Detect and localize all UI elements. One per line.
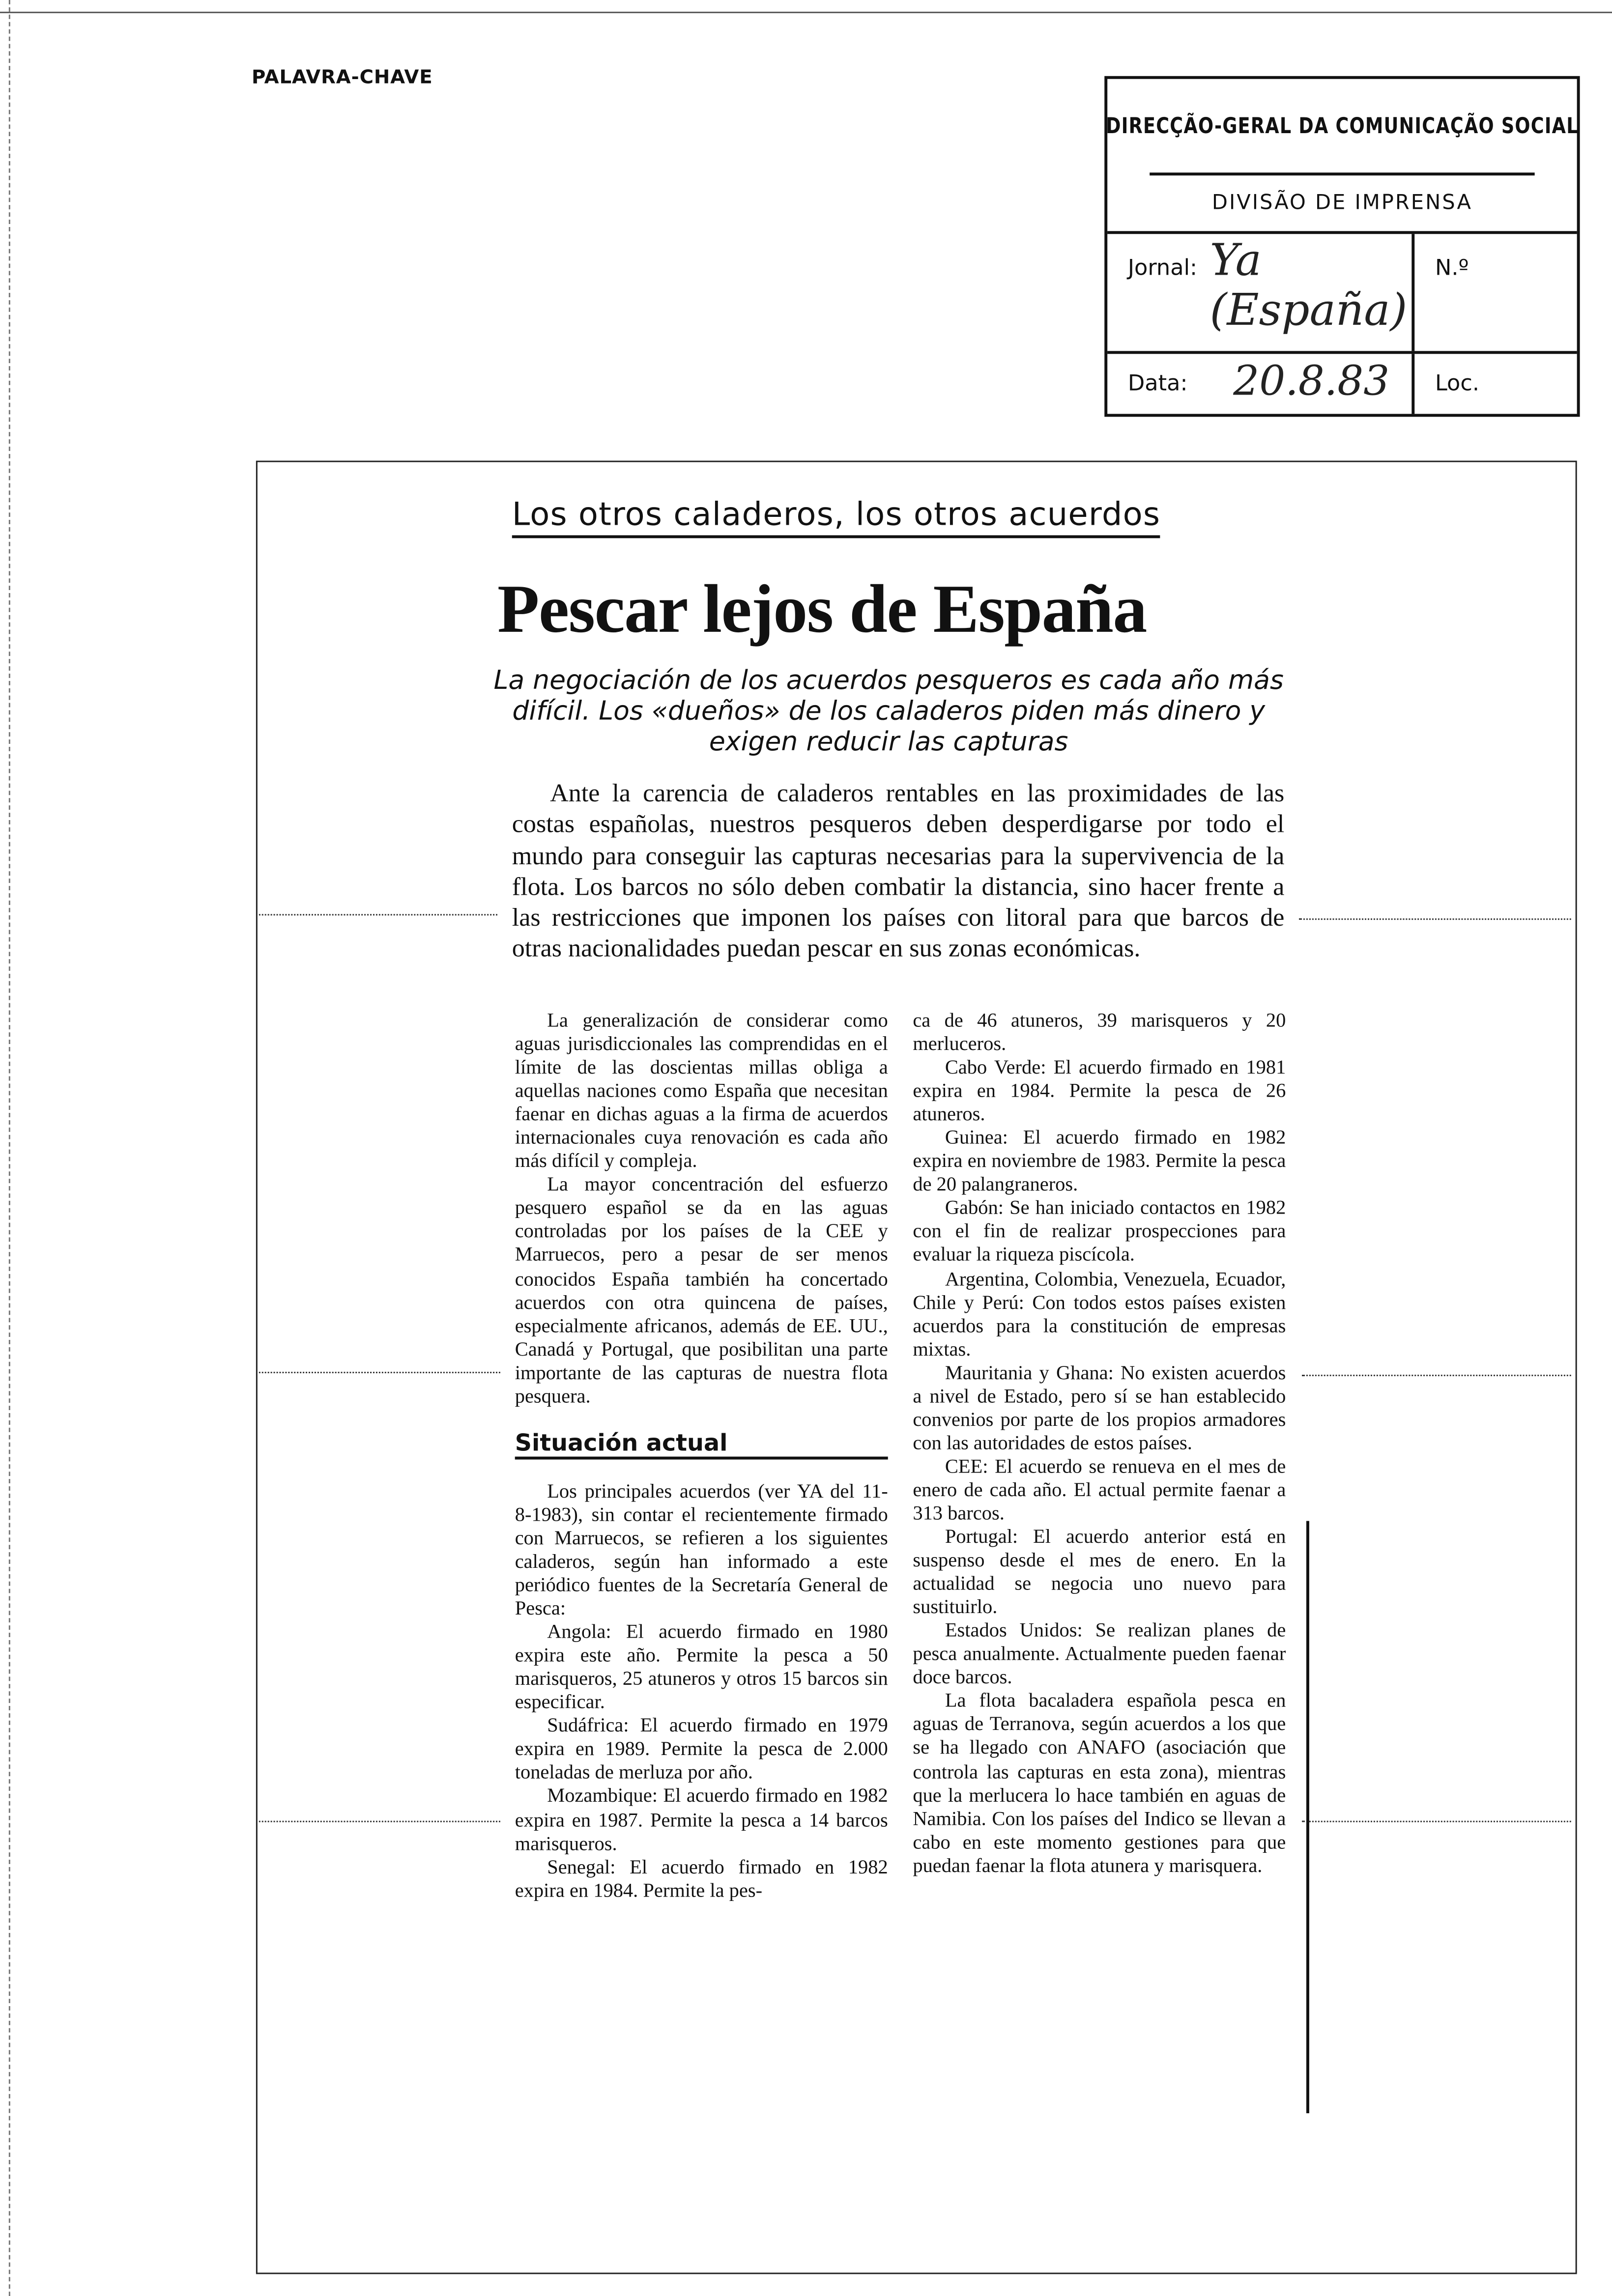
article-kicker: Los otros caladeros, los otros acuerdos (512, 497, 1160, 538)
subheading: Situación actual (515, 1431, 888, 1459)
stamp-jornal-row (1107, 234, 1577, 354)
left-margin-rule (9, 0, 10, 2296)
keyword-label: PALAVRA-CHAVE (251, 67, 433, 89)
paragraph: Argentina, Colombia, Venezuela, Ecuador, Chile y Perú: Con todos estos países existen acuerdos para la constitución de empresas mixtas. (913, 1267, 1286, 1360)
top-rule (0, 12, 1612, 13)
paragraph: CEE: El acuerdo se renueva en el mes de enero de cada año. El actual permite faenar a 313 barcos. (913, 1455, 1286, 1524)
paragraph: Angola: El acuerdo firmado en 1980 expira este año. Permite la pesca a 50 marisqueros, 25 atuneros y otros 15 barcos sin especificar. (515, 1620, 888, 1713)
paragraph: Los principales acuerdos (ver YA del 11-8-1983), sin contar el recientemente firmado con Marruecos, se refieren a los siguientes caladeros, según han informado a este periódico fuentes de la Secretaría General de Pesca: (515, 1479, 888, 1619)
stamp-divider (1411, 354, 1414, 414)
paragraph: Sudáfrica: El acuerdo firmado en 1979 expira en 1989. Permite la pesca de 2.000 toneladas de merluza por año. (515, 1714, 888, 1784)
loc-label: Loc. (1435, 370, 1480, 397)
paragraph: Mozambique: El acuerdo firmado en 1982 expira en 1987. Permite la pesca a 14 barcos marisqueros. (515, 1785, 888, 1854)
paragraph: Senegal: El acuerdo firmado en 1982 expira en 1984. Permite la pes- (515, 1855, 888, 1901)
dotted-guide (1299, 918, 1571, 920)
dotted-guide (1302, 1821, 1571, 1822)
date-handwritten-value: 20.8.83 (1233, 357, 1390, 405)
paragraph: La generalización de considerar como aguas jurisdiccionales las comprendidas en el límite de las doscientas millas obliga a aquellas naciones como España que necesitan faenar en dichas aguas a la firma de acuerdos internacionales cuya renovación es cada año más difícil y compleja. (515, 1009, 888, 1172)
paragraph: Cabo Verde: El acuerdo firmado en 1981 expira en 1984. Permite la pesca de 26 atuneros. (913, 1056, 1286, 1125)
stamp-date-row (1107, 354, 1577, 414)
paragraph: Estados Unidos: Se realizan planes de pesca anualmente. Actualmente pueden faenar doce barcos. (913, 1619, 1286, 1688)
dotted-guide (259, 1372, 500, 1373)
dotted-guide (259, 914, 497, 915)
paragraph: Gabón: Se han iniciado contactos en 1982 con el fin de realizar prospecciones para evaluar la riqueza piscícola. (913, 1196, 1286, 1266)
stamp-title: DIRECÇÃO-GERAL DA COMUNICAÇÃO SOCIAL (1150, 79, 1534, 175)
paragraph: La flota bacaladera española pesca en aguas de Terranova, según acuerdos a los que se ha llegado con ANAFO (asociación que controla las capturas en esta zona), mientras que la merlucera lo hace también en aguas de Namibia. Con los países del Indico se llevan a cabo en este momento gestiones para que puedan faenar la flota atunera y marisquera. (913, 1689, 1286, 1876)
article-lead: Ante la carencia de caladeros rentables en las proximidades de las costas españolas, nuestros pesqueros deben desperdigarse por todo el mundo para conseguir las capturas necesarias para la supervivencia de la flota. Los barcos no sólo deben combatir la distancia, sino hacer frente a las restricciones que imponen los países con litoral para que barcos de otras nacionalidades puedan pescar en sus zonas económicas. (512, 778, 1285, 963)
article-headline: Pescar lejos de España (497, 571, 1147, 648)
article-deck: La negociación de los acuerdos pesqueros es cada año más difícil. Los «dueños» de los caladeros piden más dinero y exigen reducir las capturas (493, 665, 1284, 758)
paragraph-continuation: ca de 46 atuneros, 39 marisqueros y 20 merluceros. (913, 1009, 1286, 1055)
numero-label: N.º (1435, 254, 1469, 281)
article-column-1 (515, 1009, 888, 1902)
paragraph: Portugal: El acuerdo anterior está en suspenso desde el mes de enero. En la actualidad se negocia uno nuevo para sustituirlo. (913, 1525, 1286, 1618)
dotted-guide (259, 1821, 500, 1822)
data-label: Data: (1127, 370, 1188, 397)
paragraph: La mayor concentración del esfuerzo pesquero español se da en las aguas controladas por los países de la CEE y Marruecos, pero a pesar de ser menos conocidos España también ha concertado acuerdos con otra quincena de países, especialmente africanos, además de EE. UU., Canadá y Portugal, que posibilitan una parte importante de las capturas de nuestra flota pesquera. (515, 1173, 888, 1407)
press-stamp (1104, 76, 1580, 417)
paragraph: Guinea: El acuerdo firmado en 1982 expira en noviembre de 1983. Permite la pesca de 20 palangraneros. (913, 1126, 1286, 1195)
article-column-2 (913, 1009, 1286, 1877)
stamp-division: DIVISÃO DE IMPRENSA (1107, 175, 1577, 234)
jornal-label: Jornal: (1127, 254, 1198, 281)
paragraph: Mauritania y Ghana: No existen acuerdos a nivel de Estado, pero sí se han establecido convenios por parte de los propios armadores con las autoridades de estos países. (913, 1361, 1286, 1454)
dotted-guide (1302, 1375, 1571, 1376)
jornal-handwritten-value: Ya (España) (1209, 235, 1408, 337)
column-rule (1306, 1521, 1309, 2113)
